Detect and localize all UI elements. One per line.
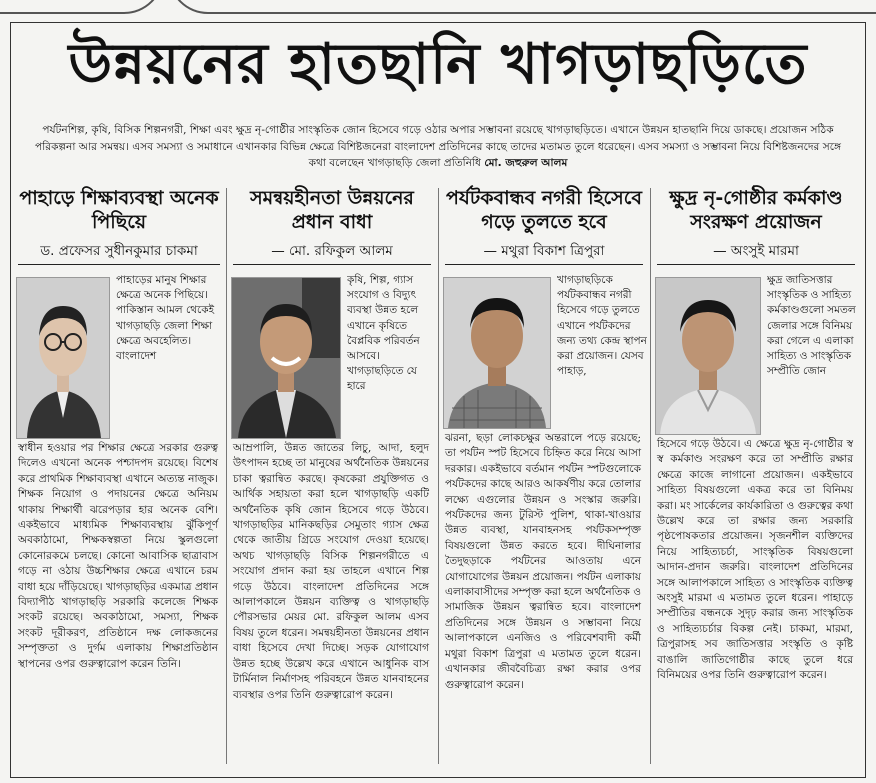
intro-text: পর্যটনশিল্প, কৃষি, বিসিক শিল্পনগরী, শিক্ষা এবং ক্ষুদ্র নৃ-গোষ্ঠীর সাংস্কৃতিক জোন হিসেবে গড়ে ওঠার অপার সম্ভাবনা রয়েছে খাগড়াছড়িতে। এখানে উন্নয়ন হাতছানি দিয়ে ডাকছে। প্রয়োজন সঠিক পরিকল্পনা আর সমন্বয়। এসব সমস্যা ও সমাধানে এখানকার বিভিন্ন ক্ষেত্রে বিশিষ্টজনেরা বাংলাদেশ প্রতিদিনের কাছে তাদের মতামত তুলে ধরেছেন। এসব সমস্যা ও সম্ভাবনা নিয়ে বিশিষ্টজনদের সঙ্গে কথা বলেছেন খাগড়াছড়ি জেলা প্রতিনিধি (35, 124, 841, 169)
portrait-smiling-man (232, 278, 340, 438)
column-title: ক্ষুদ্র নৃ-গোষ্ঠীর কর্মকাণ্ড সংরক্ষণ প্রয়োজন (669, 187, 843, 233)
intro-paragraph (30, 122, 846, 172)
column-body-text: আম্রপালি, উন্নত জাতের লিচু, আদা, হলুদ উৎপাদন হচ্ছে তা মানুষের অর্থনৈতিক উন্নয়নের চাকা ত্বরান্বিত করছে। কৃষকেরা প্রযুক্তিগত ও আর্থিক সহায়তা করা হলে খাগড়াছড়ি একটি অর্থনৈতিক কৃষি জোন হিসেবে গড়ে উঠবে। খাগড়াছড়ির মানিকছড়ির সেমুতাং গ্যাস ক্ষেত্র থেকে জাতীয় গ্রিডে সংযোগ দেওয়া হয়েছে। অথচ খাগড়াছড়ি বিসিক শিল্পনগরীতে এ সংযোগ প্রদান করা হয় তাহলে এখানে শিল্প গড়ে উঠবে। বাংলাদেশ প্রতিদিনের সঙ্গে আলাপকালে উন্নয়ন ব্যক্তিত্ব ও খাগড়াছড়ি পৌরসভার মেয়র মো. রফিকুল আলম এসব বিষয় তুলে ধরেন। সমন্বয়হীনতা উন্নয়নের প্রধান বাধা হিসেবে দেখা দিচ্ছে। সড়ক যোগাযোগ উন্নত হচ্ছে উল্লেখ করে এখানে আধুনিক বাস টার্মিনাল নির্মাণসহ পরিবহনে উন্নত যানবাহনের ব্যবস্থার ওপর তিনি গুরুত্বারোপ করেন। (233, 442, 429, 701)
column-side-text: ক্ষুদ্র জাতিসত্তার সাংস্কৃতিক ও সাহিত্য কর্মকাণ্ডগুলো সমতল জেলার সঙ্গে বিনিময় করা গেলে এ এলাকা সাহিত্য ও সাংস্কৃতিক সম্প্রীতি জোন (767, 274, 856, 378)
column-title: সমন্বয়হীনতা উন্নয়নের প্রধান বাধা (250, 187, 414, 233)
reporter-name: মো. জহুরুল আলম (484, 157, 568, 169)
column-coordination (229, 182, 435, 774)
column-byline: — অংসুই মারমা (657, 242, 855, 265)
column-byline: — মথুরা বিকাশ ত্রিপুরা (445, 242, 643, 265)
column-byline: ড. প্রফেসর সুধীনকুমার চাকমা (18, 242, 220, 265)
column-side-text: পাহাড়ের মানুষ শিক্ষার ক্ষেত্রে অনেক পিছিয়ে। পাকিস্তান আমল থেকেই খাগড়াছড়ি জেলা শিক্ষা ক্ষেত্রে অবহেলিত। বাংলাদেশ (116, 274, 215, 363)
column-title: পর্যটকবান্ধব নগরী হিসেবে গড়ে তুলতে হবে (446, 187, 642, 233)
column-tourism (441, 182, 647, 774)
portrait-older-man-glasses (17, 278, 109, 438)
column-divider (438, 188, 439, 764)
column-divider (226, 188, 227, 764)
column-education (14, 182, 224, 774)
portrait-man-light-shirt (656, 278, 760, 434)
column-side-text: কৃষি, শিল্প, গ্যাস সংযোগ ও বিদ্যুৎ ব্যবস্থা উন্নত হলে এখানে কৃষিতে বৈপ্লবিক পরিবর্তন আসবে। খাগড়াছড়িতে যে হারে (347, 274, 420, 393)
column-body-text: ঝরনা, ছড়া লোকচক্ষুর অন্তরালে পড়ে রয়েছে; তা পর্যটন স্পট হিসেবে চিহ্নিত করে নিয়ে আসা দরকার। একইভাবে বর্তমান পর্যটন স্পটগুলোকে পর্যটকদের কাছে আরও আকর্ষণীয় করে তোলার লক্ষ্যে এগুলোর উন্নয়ন ও সংস্কার জরুরি। পর্যটকদের জন্য টুরিস্ট পুলিশ, থাকা-খাওয়ার উন্নত ব্যবস্থা, যানবাহনসহ পর্যটকসম্পৃক্ত বিষয়গুলো উন্নত করতে হবে। দীঘিনালার তৈদুছড়াকে পর্যটনের আওতায় এনে যোগাযোগের উন্নয়ন প্রয়োজন। পর্যটন এলাকায় এলাকাবাসীদের সম্পৃক্ত করা হলে অর্থনৈতিক ও সামাজিক উন্নয়ন ত্বরান্বিত হবে। বাংলাদেশ প্রতিদিনের সঙ্গে উন্নয়ন ও সম্ভাবনা নিয়ে আলাপকালে এনজিও ও পরিবেশবাদী কর্মী মথুরা বিকাশ ত্রিপুরা এ মতামত তুলে ধরেন। এখানকার জীববৈচিত্র্য রক্ষা করার ওপর গুরুত্বারোপ করেন। (445, 432, 641, 691)
column-body-text: হিসেবে গড়ে উঠবে। এ ক্ষেত্রে ক্ষুদ্র নৃ-গোষ্ঠীর স্ব স্ব কর্মকাণ্ড সংরক্ষণ করে তা সম্প্রীতি রক্ষার ক্ষেত্রে কাজে লাগানো প্রয়োজন। একইভাবে সাহিত্য বিষয়গুলো একত্র করে তা বিনিময় করা। মং সার্কেলের কার্যকারিতা ও গুরুত্বের কথা উল্লেখ করে তা রক্ষার জন্য সরকারি পৃষ্ঠপোষকতার প্রয়োজন। সৃজনশীল ব্যক্তিদের নিয়ে সাহিত্যচর্চা, সাংস্কৃতিক বিষয়গুলো আদান-প্রদান জরুরি। বাংলাদেশ প্রতিদিনের সঙ্গে আলাপকালে সাহিত্য ও সাংস্কৃতিক ব্যক্তিত্ব অংসুই মারমা এ মতামত তুলে ধরেন। পাহাড়ে সম্প্রীতির বন্ধনকে সুদৃঢ় করার জন্য সাংস্কৃতিক ও সাহিত্যচর্চার বিকল্প নেই। চাকমা, মারমা, ত্রিপুরাসহ সব জাতিসত্তার সংস্কৃতি ও কৃষ্টি বাঙালি জাতিগোষ্ঠীর কাছে তুলে ধরে বিনিময়ের ওপর তিনি গুরুত্বারোপ করেন। (657, 438, 853, 682)
portrait-photo (16, 277, 110, 439)
column-side-text: খাগড়াছড়িকে পর্যটকবান্ধব নগরী হিসেবে গড়ে তুলতে এখানে পর্যটকদের জন্য তথ্য কেন্দ্র স্থাপন করা প্রয়োজন। যেসব পাহাড়, (557, 274, 647, 378)
page-top-ornament-left (0, 0, 164, 14)
portrait-photo (231, 277, 341, 439)
portrait-photo (443, 277, 551, 429)
column-body-text: স্বাধীন হওয়ার পর শিক্ষার ক্ষেত্রে সরকার গুরুত্ব দিলেও এখনো অনেক পশ্চাদপদ রয়েছে। বিশেষ করে প্রাথমিক শিক্ষাব্যবস্থা এখানে অত্যন্ত নাজুক। শিক্ষক নিয়োগ ও পদায়নের ক্ষেত্রে অনিয়ম থাকায় শিক্ষার্থী ঝরেপড়ার হার অনেক বেশি। একইভাবে মাধ্যমিক শিক্ষাব্যবস্থায় ঝুঁকিপূর্ণ অবকাঠামো, শিক্ষকস্বল্পতা নিয়ে স্কুলগুলো কোনোরকমে চলছে। কোনো আবাসিক ছাত্রাবাস গড়ে না ওঠায় উচ্চশিক্ষার ক্ষেত্রে এখানে চরম বাধা হয়ে দাঁড়িয়েছে। খাগড়াছড়ির একমাত্র প্রধান বিদ্যাপীঠ খাগড়াছড়ি সরকারি কলেজে শিক্ষক সংকট রয়েছে। অবকাঠামো, সমস্যা, শিক্ষক সংকট দূরীকরণ, প্রতিষ্ঠানে দক্ষ লোকজনের সম্পৃক্ততা ও দুর্গম এলাকায় শিক্ষাপ্রতিষ্ঠান স্থাপনের ওপর গুরুত্বারোপ করেন তিনি। (18, 442, 218, 670)
column-byline: — মো. রফিকুল আলম (233, 242, 431, 265)
headline: উন্নয়নের হাতছানি খাগড়াছড়িতে (68, 32, 808, 97)
portrait-man-checked-shirt (444, 278, 550, 428)
page-top-ornament-right (168, 0, 876, 14)
portrait-photo (655, 277, 761, 435)
column-culture (653, 182, 859, 774)
column-title: পাহাড়ে শিক্ষাব্যবস্থা অনেক পিছিয়ে (19, 187, 219, 233)
column-divider (650, 188, 651, 764)
